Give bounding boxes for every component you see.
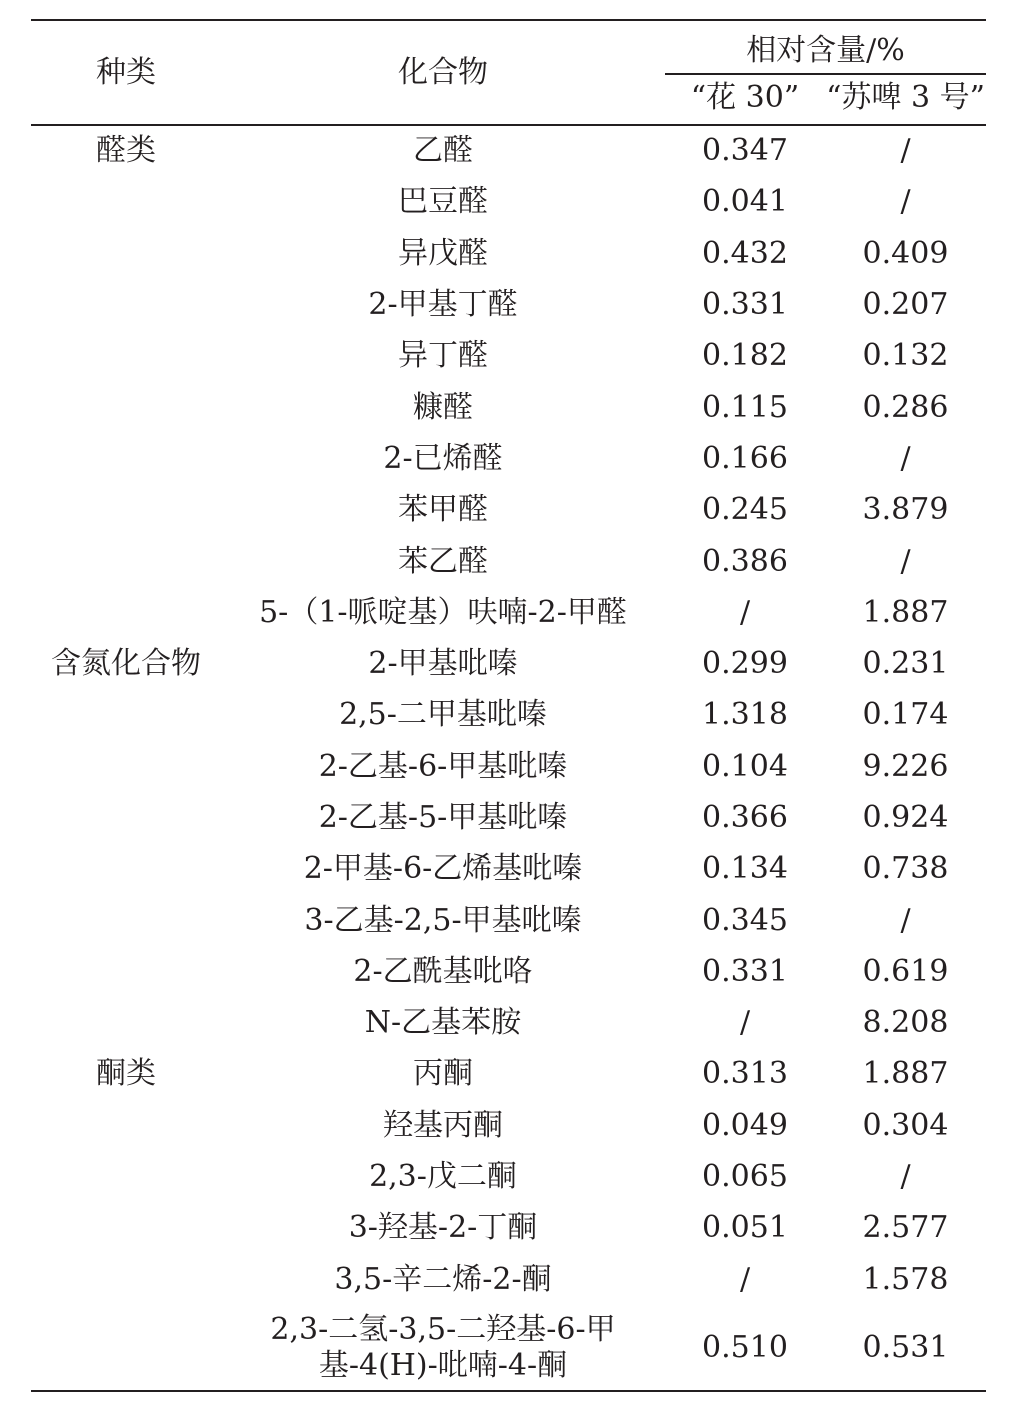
table-row: [31, 1151, 986, 1202]
value-hua30: 0.432: [702, 235, 788, 271]
header-group-underline: [665, 73, 986, 75]
type-cell: [31, 741, 221, 792]
value-hua30: /: [739, 1005, 751, 1041]
value-hua30: 0.166: [702, 440, 788, 476]
table-row: [31, 382, 986, 433]
type-cell: 醛类: [96, 133, 156, 169]
compound-cell: 乙醛: [413, 133, 473, 169]
type-cell: [31, 792, 221, 843]
value-hua30: 0.366: [702, 800, 788, 835]
value-supi3: 8.208: [862, 1005, 949, 1041]
value-supi3: /: [900, 1159, 911, 1195]
type-cell: 酮类: [96, 1056, 156, 1092]
table-row: [31, 331, 986, 382]
value-hua30: 0.134: [702, 851, 788, 887]
table-row: [31, 895, 986, 946]
value-hua30: 0.299: [702, 646, 788, 682]
type-cell: [31, 331, 221, 382]
type-cell: [31, 998, 221, 1049]
table-row: [31, 690, 986, 741]
table-row: [31, 844, 986, 895]
type-cell: [31, 946, 221, 997]
table-row: [31, 126, 986, 177]
type-cell: [31, 382, 221, 433]
header-col-supi3: “苏啤 3 号”: [826, 80, 985, 115]
table-row: [31, 536, 986, 587]
value-hua30: 0.331: [702, 953, 788, 989]
table-row: [31, 1049, 986, 1100]
compound-cell: 丙酮: [413, 1056, 473, 1092]
value-hua30: 1.318: [702, 697, 788, 733]
table-body: [31, 126, 986, 1391]
compound-cell: 2,5-二甲基吡嗪: [339, 697, 547, 733]
type-cell: [31, 536, 221, 587]
compound-cell: 羟基丙酮: [383, 1107, 503, 1143]
compound-cell: 巴豆醛: [398, 184, 488, 220]
value-supi3: 0.619: [862, 953, 949, 989]
table-row: [31, 1100, 986, 1151]
compound-cell: 3-乙基-2,5-甲基吡嗪: [304, 902, 582, 938]
type-cell: [31, 844, 221, 895]
table-header: [31, 21, 986, 124]
value-supi3: 0.174: [862, 697, 949, 733]
compound-cell: 2-甲基-6-乙烯基吡嗪: [303, 851, 583, 887]
header-type: 种类: [96, 55, 156, 90]
compound-cell: 2-乙基-5-甲基吡嗪: [318, 800, 568, 835]
value-supi3: 9.226: [862, 748, 949, 784]
value-supi3: /: [900, 440, 911, 476]
value-supi3: /: [900, 902, 911, 938]
table-row: [31, 485, 986, 536]
table-row: [31, 1254, 986, 1305]
table-row: [31, 946, 986, 997]
table-bottom-rule: [31, 1390, 986, 1392]
value-supi3: 3.879: [862, 492, 949, 528]
value-supi3: 0.924: [862, 800, 949, 835]
type-cell: 含氮化合物: [51, 646, 201, 682]
compound-cell: 2-乙基-6-甲基吡嗪: [318, 748, 568, 784]
value-hua30: /: [739, 594, 751, 630]
compound-cell: 2-甲基吡嗪: [368, 646, 518, 682]
value-hua30: 0.331: [702, 287, 788, 323]
compound-cell: [221, 1305, 665, 1390]
type-cell: [31, 485, 221, 536]
type-cell: [31, 587, 221, 638]
data-table: [31, 19, 986, 1392]
value-supi3: /: [900, 543, 911, 579]
value-supi3: 1.887: [862, 594, 949, 630]
type-cell: [31, 1203, 221, 1254]
value-hua30: 0.041: [702, 184, 788, 220]
value-hua30: 0.104: [702, 748, 788, 784]
value-supi3: 0.231: [862, 646, 949, 682]
type-cell: [31, 433, 221, 484]
value-hua30: 0.049: [702, 1107, 788, 1143]
table-row: [31, 741, 986, 792]
compound-cell: 异丁醛: [398, 338, 488, 374]
table-row: [31, 177, 986, 228]
value-hua30: 0.182: [702, 338, 788, 374]
table-row: [31, 792, 986, 843]
value-hua30: 0.313: [702, 1056, 788, 1092]
value-hua30: 0.347: [702, 133, 788, 169]
header-compound: 化合物: [398, 55, 488, 90]
compound-cell: 2-乙酰基吡咯: [353, 953, 533, 989]
compound-cell: 异戊醛: [398, 235, 488, 271]
value-supi3: 0.531: [862, 1329, 949, 1365]
value-hua30: 0.115: [702, 389, 788, 425]
value-supi3: /: [900, 133, 911, 169]
value-supi3: 0.132: [862, 338, 949, 374]
table-row: [31, 1305, 986, 1390]
type-cell: [31, 228, 221, 279]
compound-cell: 苯甲醛: [398, 492, 488, 528]
compound-cell: N-乙基苯胺: [364, 1005, 522, 1041]
compound-cell: 2-甲基丁醛: [368, 287, 518, 323]
type-cell: [31, 895, 221, 946]
value-supi3: 0.409: [862, 235, 949, 271]
value-hua30: 0.510: [702, 1329, 788, 1365]
table-row: [31, 433, 986, 484]
compound-cell: 3-羟基-2-丁酮: [348, 1210, 538, 1246]
value-supi3: /: [900, 184, 911, 220]
type-cell: [31, 1254, 221, 1305]
header-relative-content: 相对含量/%: [746, 33, 905, 68]
header-col-hua30: “花 30”: [690, 80, 800, 115]
type-cell: [31, 690, 221, 741]
compound-cell: 苯乙醛: [398, 543, 488, 579]
value-supi3: 0.304: [862, 1107, 949, 1143]
value-supi3: 1.578: [862, 1261, 949, 1297]
value-hua30: 0.051: [702, 1210, 788, 1246]
value-hua30: 0.245: [702, 492, 788, 528]
type-cell: [31, 177, 221, 228]
value-hua30: /: [739, 1261, 751, 1297]
value-supi3: 0.286: [862, 389, 949, 425]
value-hua30: 0.386: [702, 543, 788, 579]
compound-line-2: 基-4(H)-吡喃-4-酮: [318, 1347, 568, 1383]
value-supi3: 2.577: [862, 1210, 949, 1246]
table-row: [31, 279, 986, 330]
table-row: [31, 228, 986, 279]
table-row: [31, 998, 986, 1049]
compound-cell: 5-（1-哌啶基）呋喃-2-甲醛: [259, 594, 627, 630]
value-hua30: 0.065: [702, 1159, 788, 1195]
value-supi3: 0.738: [862, 851, 949, 887]
table-row: [31, 587, 986, 638]
table-row: [31, 1203, 986, 1254]
value-supi3: 0.207: [862, 287, 949, 323]
type-cell: [31, 1305, 221, 1390]
value-supi3: 1.887: [862, 1056, 949, 1092]
type-cell: [31, 1151, 221, 1202]
value-hua30: 0.345: [702, 902, 788, 938]
compound-cell: 糠醛: [413, 389, 473, 425]
type-cell: [31, 1100, 221, 1151]
compound-line-1: 2,3-二氢-3,5-二羟基-6-甲: [270, 1311, 616, 1347]
compound-cell: 3,5-辛二烯-2-酮: [334, 1261, 552, 1297]
table-row: [31, 638, 986, 689]
compound-cell: 2-已烯醛: [383, 440, 503, 476]
compound-cell: 2,3-戊二酮: [369, 1159, 517, 1195]
type-cell: [31, 279, 221, 330]
